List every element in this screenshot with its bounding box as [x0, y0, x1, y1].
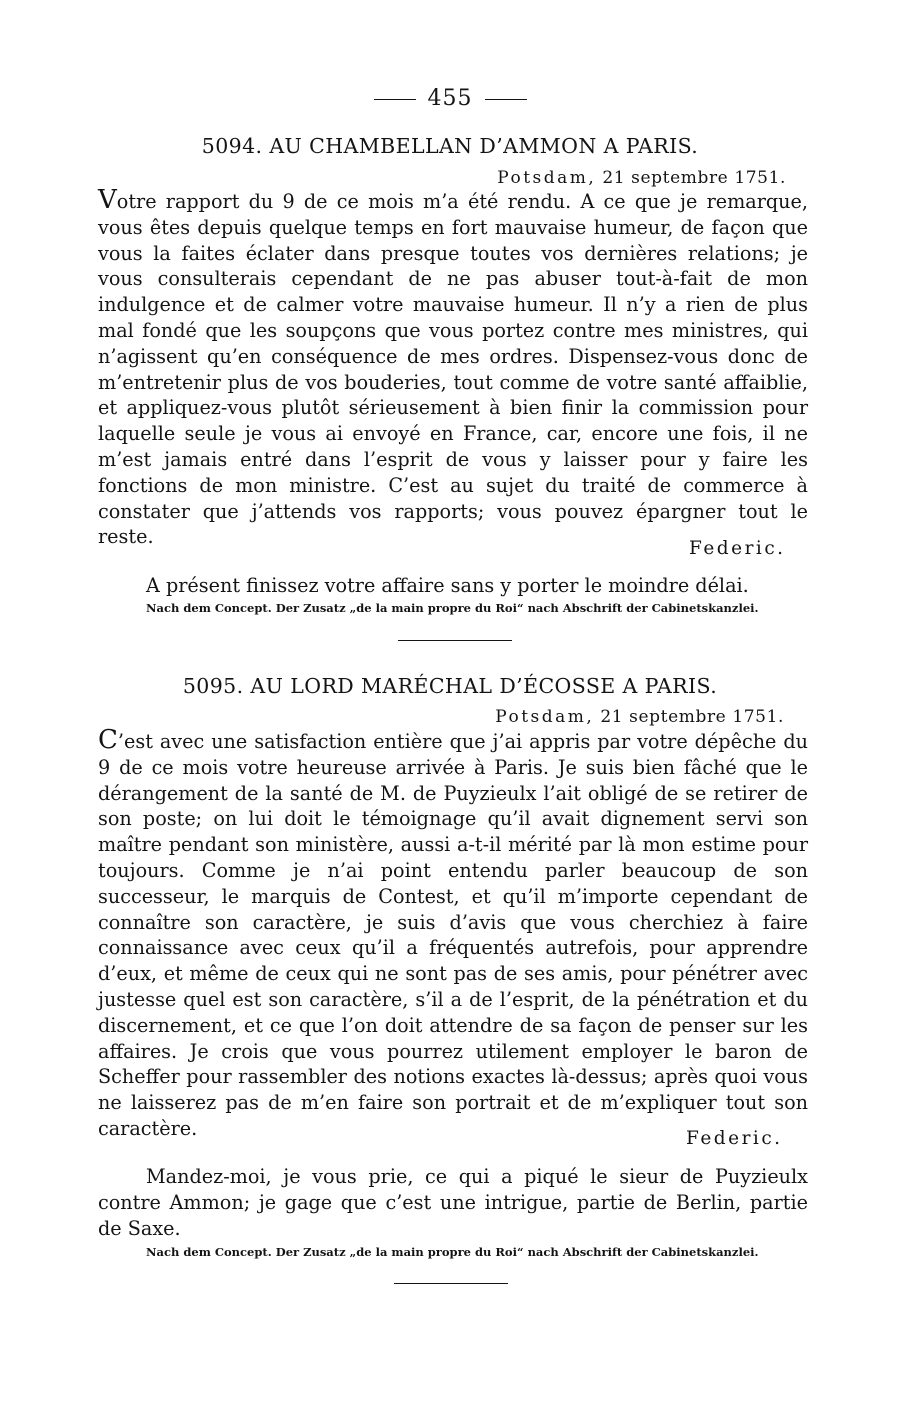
letter-body — [98, 185, 808, 550]
letter-title: 5095. AU LORD MARÉCHAL D’ÉCOSSE A PARIS. — [182, 674, 718, 698]
section-divider — [398, 640, 512, 641]
letter-place: Potsdam, — [497, 168, 597, 188]
editorial-note: Nach dem Concept. Der Zusatz „de la main propre du Roi“ nach Abschrift der Cabinetskanzlei. — [146, 601, 759, 615]
letter-initial: V — [98, 185, 117, 215]
letter-postscript: A présent finissez votre affaire sans y porter le moindre délai. — [146, 574, 749, 597]
letter-body — [98, 725, 808, 1142]
page-header — [0, 86, 900, 111]
header-dash-left — [374, 99, 416, 100]
letter-title: 5094. AU CHAMBELLAN D’AMMON A PARIS. — [201, 134, 699, 158]
letter-body-text: ’est avec une satisfaction entière que j’ai appris par votre dépêche du 9 de ce mois votre heureuse arrivée à Paris. Je suis bien fâché que le dérangement de la santé de M. de Puyzieulx l’ait obligé de se retirer de son poste; on lui doit le témoignage qu’il avait dignement servi son maître pendant son ministère, aussi a-t-il mérité par là mon estime pour toujours. Comme je n’ai point entendu parler beaucoup de son successeur, le marquis de Contest, et qu’il m’importe cependant de connaître son caractère, je suis d’avis que vous cherchiez à faire connaissance avec ceux qu’il a fréquentés autrefois, pour apprendre d’eux, et même de ceux qui ne sont pas de ses amis, pour pénétrer avec justesse quel est son caractère, s’il a de l’esprit, de la pénétration et du discernement, et ce que l’on doit attendre de sa façon de penser sur les affaires. Je crois que vous pourrez utilement employer le baron de Scheffer pour rassembler des notions exactes là-dessus; après quoi vous ne laisserez pas de m’en faire son portrait et de m’expliquer tout son caractère. — [98, 730, 808, 1140]
letter-postscript: Mandez-moi, je vous prie, ce qui a piqué le sieur de Puyzieulx contre Ammon; je gage que c’est une intrigue, partie de Berlin, partie de Saxe. — [98, 1165, 808, 1240]
header-dash-right — [485, 99, 527, 100]
section-divider — [394, 1283, 508, 1284]
letter-signature: Federic. — [686, 1128, 783, 1149]
letter-date: 21 septembre 1751. — [600, 707, 784, 727]
letter-dateline — [495, 707, 784, 727]
letter-date: 21 septembre 1751. — [602, 168, 786, 188]
letter-initial: C — [98, 725, 118, 755]
page-number: 455 — [427, 86, 473, 111]
letter-body-text: otre rapport du 9 de ce mois m’a été rendu. A ce que je remarque, vous êtes depuis quelque temps en fort mauvaise humeur, de façon que vous la faites éclater dans presque toutes vos dernières relations; je vous consulterais cependant de ne pas abuser tout-à-fait de mon indulgence et de calmer votre mauvaise humeur. Il n’y a rien de plus mal fondé que les soupçons que vous portez contre mes ministres, qui n’agissent qu’en conséquence de mes ordres. Dispensez-vous donc de m’entretenir plus de vos bouderies, tout comme de votre santé affaiblie, et appliquez-vous plutôt sérieusement à bien finir la commission pour laquelle seule je vous ai envoyé en France, car, encore une fois, il ne m’est jamais entré dans l’esprit de vous y laisser pour y faire les fonctions de mon ministre. C’est au sujet du traité de commerce à constater que j’attends vos rapports; vous pouvez épargner tout le reste. — [98, 190, 808, 549]
editorial-note: Nach dem Concept. Der Zusatz „de la main propre du Roi“ nach Abschrift der Cabinetskanzlei. — [146, 1245, 759, 1259]
letter-place: Potsdam, — [495, 707, 595, 727]
letter-dateline — [497, 168, 786, 188]
letter-signature: Federic. — [689, 538, 786, 559]
